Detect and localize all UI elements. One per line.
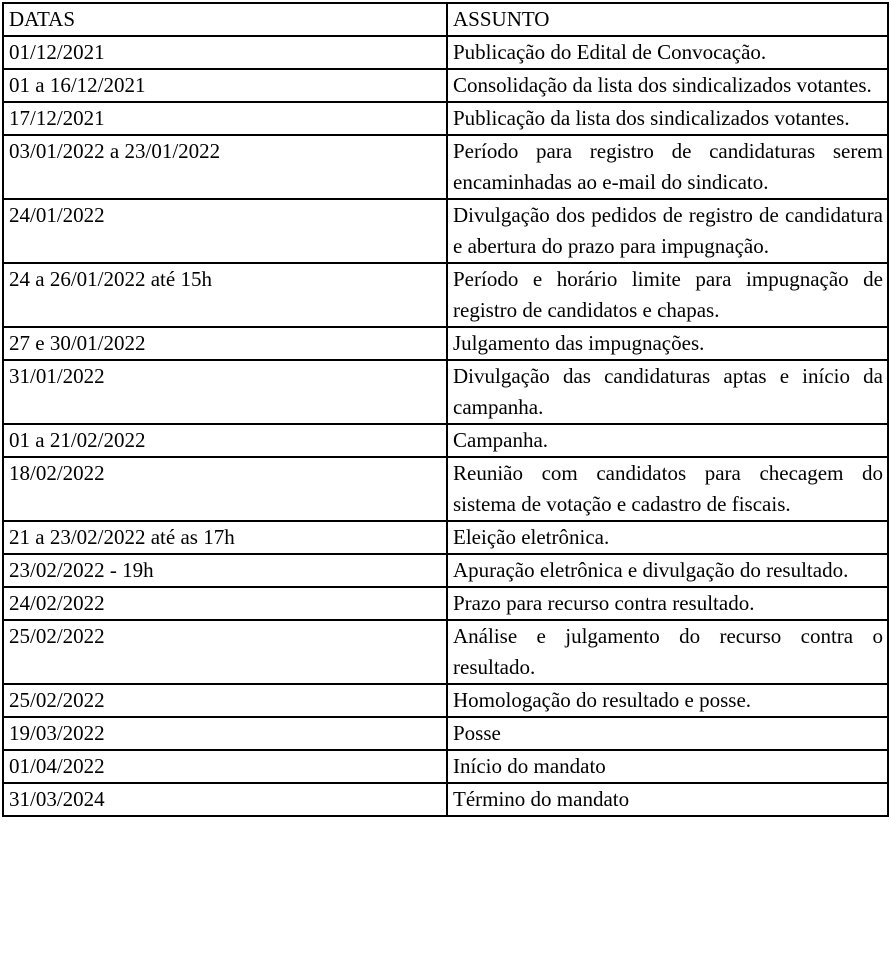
date-cell: 27 e 30/01/2022: [3, 327, 447, 360]
table-row: [3, 750, 888, 783]
date-cell: 24 a 26/01/2022 até 15h: [3, 263, 447, 327]
table-row: [3, 263, 888, 327]
date-cell: 24/02/2022: [3, 587, 447, 620]
date-cell: 01 a 16/12/2021: [3, 69, 447, 102]
subject-cell: Período para registro de candidaturas serem encaminhadas ao e-mail do sindicato.: [447, 135, 888, 199]
subject-cell: Publicação da lista dos sindicalizados votantes.: [447, 102, 888, 135]
date-cell: 18/02/2022: [3, 457, 447, 521]
date-cell: 25/02/2022: [3, 620, 447, 684]
date-cell: 01/04/2022: [3, 750, 447, 783]
date-cell: 21 a 23/02/2022 até as 17h: [3, 521, 447, 554]
subject-cell: Consolidação da lista dos sindicalizados votantes.: [447, 69, 888, 102]
subject-cell: Divulgação dos pedidos de registro de candidatura e abertura do prazo para impugnação.: [447, 199, 888, 263]
election-schedule-table: [2, 2, 889, 817]
subject-cell: Eleição eletrônica.: [447, 521, 888, 554]
table-row: [3, 717, 888, 750]
header-row: [3, 3, 888, 36]
subject-cell: Prazo para recurso contra resultado.: [447, 587, 888, 620]
subject-cell: Apuração eletrônica e divulgação do resultado.: [447, 554, 888, 587]
date-cell: 24/01/2022: [3, 199, 447, 263]
subject-cell: Início do mandato: [447, 750, 888, 783]
table-row: [3, 620, 888, 684]
table-row: [3, 684, 888, 717]
date-cell: 03/01/2022 a 23/01/2022: [3, 135, 447, 199]
date-cell: 25/02/2022: [3, 684, 447, 717]
table-row: [3, 327, 888, 360]
table-row: [3, 199, 888, 263]
subject-cell: Homologação do resultado e posse.: [447, 684, 888, 717]
table-row: [3, 69, 888, 102]
subject-cell: Divulgação das candidaturas aptas e início da campanha.: [447, 360, 888, 424]
table-body: [3, 36, 888, 816]
subject-cell: Término do mandato: [447, 783, 888, 816]
date-cell: 23/02/2022 - 19h: [3, 554, 447, 587]
date-cell: 01 a 21/02/2022: [3, 424, 447, 457]
table-row: [3, 36, 888, 69]
date-cell: 17/12/2021: [3, 102, 447, 135]
assunto-column-header: ASSUNTO: [447, 3, 888, 36]
subject-cell: Reunião com candidatos para checagem do sistema de votação e cadastro de fiscais.: [447, 457, 888, 521]
table-row: [3, 424, 888, 457]
date-cell: 01/12/2021: [3, 36, 447, 69]
table-row: [3, 360, 888, 424]
table-row: [3, 587, 888, 620]
table-row: [3, 457, 888, 521]
subject-cell: Publicação do Edital de Convocação.: [447, 36, 888, 69]
table-row: [3, 521, 888, 554]
subject-cell: Julgamento das impugnações.: [447, 327, 888, 360]
subject-cell: Período e horário limite para impugnação de registro de candidatos e chapas.: [447, 263, 888, 327]
table-row: [3, 135, 888, 199]
table-row: [3, 102, 888, 135]
date-cell: 31/03/2024: [3, 783, 447, 816]
subject-cell: Análise e julgamento do recurso contra o resultado.: [447, 620, 888, 684]
subject-cell: Posse: [447, 717, 888, 750]
subject-cell: Campanha.: [447, 424, 888, 457]
table-row: [3, 554, 888, 587]
date-cell: 19/03/2022: [3, 717, 447, 750]
datas-column-header: DATAS: [3, 3, 447, 36]
table-row: [3, 783, 888, 816]
date-cell: 31/01/2022: [3, 360, 447, 424]
